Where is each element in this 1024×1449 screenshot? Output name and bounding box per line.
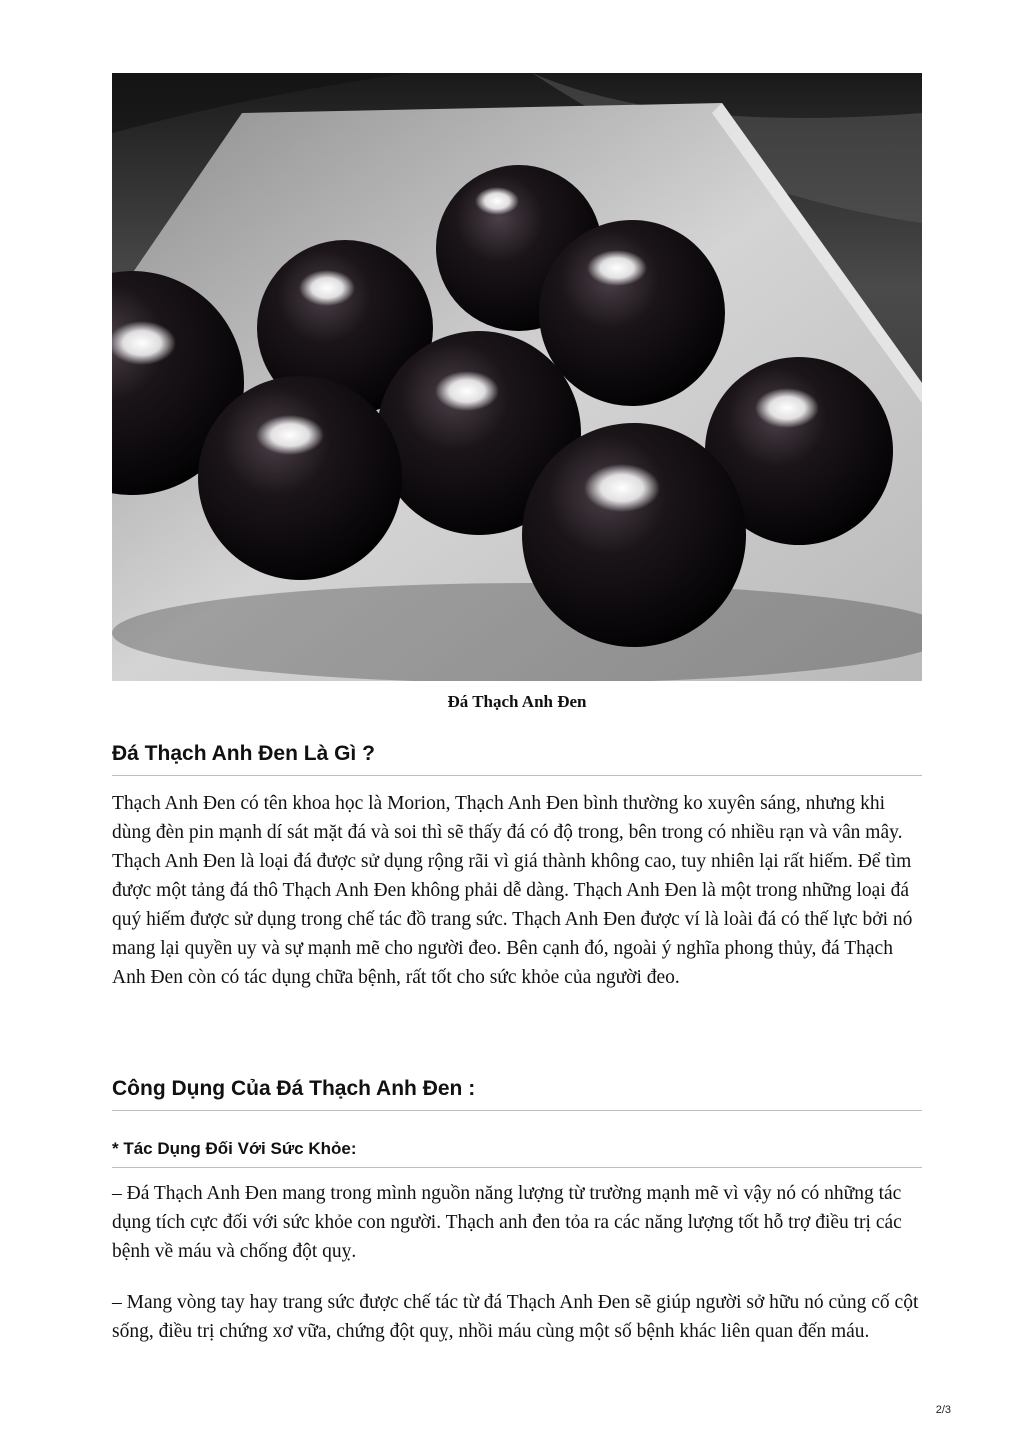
image-caption: Đá Thạch Anh Đen (447, 692, 587, 711)
health-paragraph-1: – Đá Thạch Anh Đen mang trong mình nguồn năng lượng từ trường mạnh mẽ vì vậy nó có những tác dụng tích cực đối với sức khỏe con người. Thạch anh đen tỏa ra các năng lượng tốt hỗ trợ điều trị các bệnh về máu và chống đột quỵ. (112, 1183, 902, 1262)
section-heading-what-is: Đá Thạch Anh Đen Là Gì ? (112, 742, 922, 776)
section-heading-uses: Công Dụng Của Đá Thạch Anh Đen : (112, 1077, 922, 1111)
health-paragraph-2: – Mang vòng tay hay trang sức được chế tác từ đá Thạch Anh Đen sẽ giúp người sở hữu nó củng cố cột sống, điều trị chứng xơ vữa, chứng đột quỵ, nhồi máu cùng một số bệnh khác liên quan đến máu. (112, 1292, 919, 1342)
section-paragraph-what-is: Thạch Anh Đen có tên khoa học là Morion, Thạch Anh Đen bình thường ko xuyên sáng, nhưng khi dùng đèn pin mạnh dí sát mặt đá và soi thì sẽ thấy đá có độ trong, bên trong có nhiều rạn và vân mây. Thạch Anh Đen là loại đá được sử dụng rộng rãi vì giá thành không cao, tuy nhiên lại rất hiếm. Để tìm được một tảng đá thô Thạch Anh Đen không phải dễ dàng. Thạch Anh Đen là một trong những loại đá quý hiếm được sử dụng trong chế tác đồ trang sức. Thạch Anh Đen được ví là loài đá có thế lực bởi nó mang lại quyền uy và sự mạnh mẽ cho người đeo. Bên cạnh đó, ngoài ý nghĩa phong thủy, đá Thạch Anh Đen còn có tác dụng chữa bệnh, rất tốt cho sức khỏe của người đeo. (112, 793, 913, 988)
page-number: 2/3 (935, 1404, 951, 1416)
subheading-health-effects: * Tác Dụng Đối Với Sức Khỏe: (112, 1139, 922, 1168)
black-quartz-photo (112, 73, 922, 681)
